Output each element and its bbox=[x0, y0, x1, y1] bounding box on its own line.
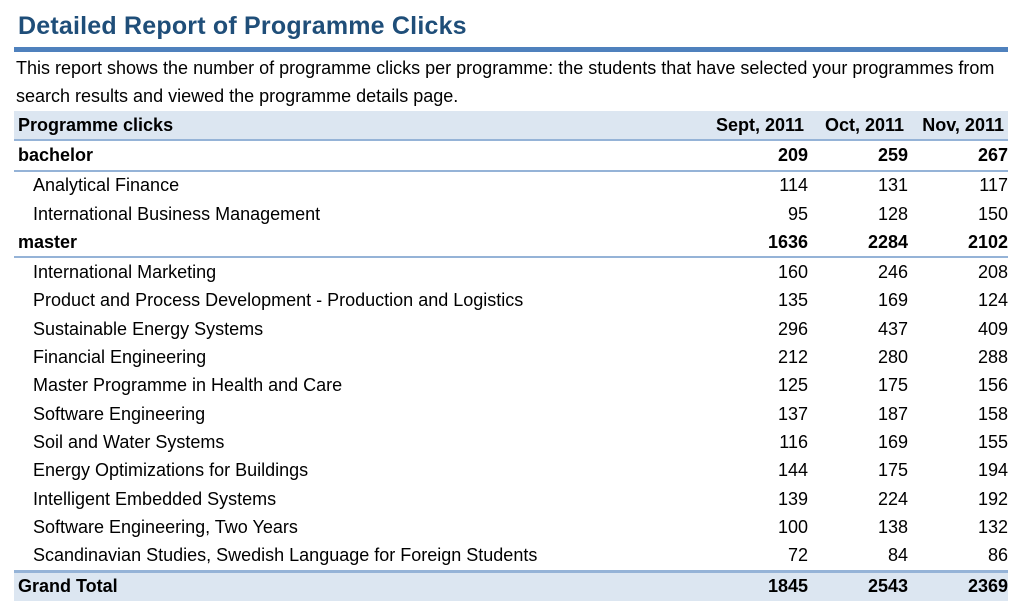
programme-name: Scandinavian Studies, Swedish Language for Foreign Students bbox=[33, 545, 538, 566]
column-header-sept-2011: Sept, 2011 bbox=[708, 111, 808, 140]
clicks-nov: 124 bbox=[977, 290, 1008, 311]
clicks-nov: 158 bbox=[977, 403, 1008, 424]
group-name: bachelor bbox=[14, 140, 708, 170]
grand-total-row bbox=[14, 571, 1008, 601]
programme-name: Soil and Water Systems bbox=[33, 431, 225, 452]
group-row-master bbox=[14, 228, 1008, 257]
clicks-nov: 150 bbox=[977, 203, 1008, 224]
clicks-nov: 409 bbox=[977, 318, 1008, 339]
table-row bbox=[14, 428, 1008, 456]
table-row bbox=[14, 541, 1008, 571]
clicks-oct: 169 bbox=[877, 290, 908, 311]
grand-total-sept: 1845 bbox=[708, 571, 808, 601]
clicks-oct: 280 bbox=[877, 347, 908, 368]
group-total-sept: 1636 bbox=[708, 228, 808, 257]
group-row-bachelor bbox=[14, 140, 1008, 170]
programme-name: Sustainable Energy Systems bbox=[33, 318, 264, 339]
report-description: This report shows the number of programme clicks per programme: the students that have selected your programmes from search results and viewed the programme details page. bbox=[16, 58, 995, 106]
grand-total-label: Grand Total bbox=[14, 571, 708, 601]
programme-name: Financial Engineering bbox=[33, 347, 207, 368]
clicks-nov: 288 bbox=[977, 347, 1008, 368]
clicks-sept: 100 bbox=[777, 516, 808, 537]
table-row bbox=[14, 287, 1008, 315]
clicks-nov: 192 bbox=[977, 488, 1008, 509]
table-row bbox=[14, 513, 1008, 541]
clicks-nov: 156 bbox=[977, 375, 1008, 396]
column-header-oct-2011: Oct, 2011 bbox=[808, 111, 908, 140]
column-header-nov-2011: Nov, 2011 bbox=[908, 111, 1008, 140]
table-row bbox=[14, 400, 1008, 428]
table-row bbox=[14, 315, 1008, 343]
clicks-sept: 296 bbox=[777, 318, 808, 339]
table-row bbox=[14, 457, 1008, 485]
clicks-sept: 137 bbox=[777, 403, 808, 424]
programme-clicks-table bbox=[14, 111, 1008, 601]
column-header-programme: Programme clicks bbox=[14, 111, 708, 140]
table-row bbox=[14, 485, 1008, 513]
clicks-oct: 175 bbox=[877, 460, 908, 481]
title-divider bbox=[14, 47, 1008, 52]
clicks-nov: 86 bbox=[987, 545, 1008, 566]
programme-name: Master Programme in Health and Care bbox=[33, 375, 343, 396]
table-row bbox=[14, 343, 1008, 371]
clicks-oct: 246 bbox=[877, 262, 908, 283]
clicks-sept: 125 bbox=[777, 375, 808, 396]
clicks-oct: 437 bbox=[877, 318, 908, 339]
clicks-sept: 95 bbox=[787, 203, 808, 224]
clicks-oct: 169 bbox=[877, 431, 908, 452]
clicks-oct: 84 bbox=[887, 545, 908, 566]
programme-name: Software Engineering, Two Years bbox=[33, 516, 298, 537]
table-header-row bbox=[14, 111, 1008, 140]
grand-total-oct: 2543 bbox=[808, 571, 908, 601]
clicks-sept: 144 bbox=[777, 460, 808, 481]
clicks-sept: 116 bbox=[779, 431, 808, 452]
clicks-sept: 160 bbox=[777, 262, 808, 283]
clicks-oct: 128 bbox=[877, 203, 908, 224]
clicks-oct: 138 bbox=[877, 516, 908, 537]
group-total-oct: 2284 bbox=[808, 228, 908, 257]
table-row bbox=[14, 257, 1008, 286]
programme-name: Product and Process Development - Production and Logistics bbox=[33, 290, 524, 311]
clicks-sept: 114 bbox=[779, 175, 808, 196]
clicks-sept: 135 bbox=[777, 290, 808, 311]
table-row bbox=[14, 171, 1008, 200]
group-total-nov: 2102 bbox=[908, 228, 1008, 257]
clicks-sept: 72 bbox=[787, 545, 808, 566]
group-total-nov: 267 bbox=[908, 140, 1008, 170]
clicks-nov: 117 bbox=[979, 175, 1008, 196]
programme-name: Analytical Finance bbox=[33, 175, 180, 196]
report-title: Detailed Report of Programme Clicks bbox=[18, 12, 467, 40]
programme-name: Software Engineering bbox=[33, 403, 206, 424]
clicks-oct: 224 bbox=[877, 488, 908, 509]
group-total-sept: 209 bbox=[708, 140, 808, 170]
table-row bbox=[14, 372, 1008, 400]
clicks-nov: 155 bbox=[977, 431, 1008, 452]
programme-name: International Marketing bbox=[33, 262, 217, 283]
clicks-sept: 139 bbox=[777, 488, 808, 509]
programme-name: Intelligent Embedded Systems bbox=[33, 488, 277, 509]
clicks-nov: 132 bbox=[977, 516, 1008, 537]
programme-name: Energy Optimizations for Buildings bbox=[33, 460, 309, 481]
clicks-nov: 208 bbox=[977, 262, 1008, 283]
clicks-oct: 187 bbox=[877, 403, 908, 424]
group-name: master bbox=[14, 228, 708, 257]
programme-name: International Business Management bbox=[33, 203, 321, 224]
clicks-nov: 194 bbox=[977, 460, 1008, 481]
grand-total-nov: 2369 bbox=[908, 571, 1008, 601]
group-total-oct: 259 bbox=[808, 140, 908, 170]
clicks-sept: 212 bbox=[777, 347, 808, 368]
clicks-oct: 131 bbox=[877, 175, 908, 196]
table-row bbox=[14, 200, 1008, 228]
clicks-oct: 175 bbox=[877, 375, 908, 396]
